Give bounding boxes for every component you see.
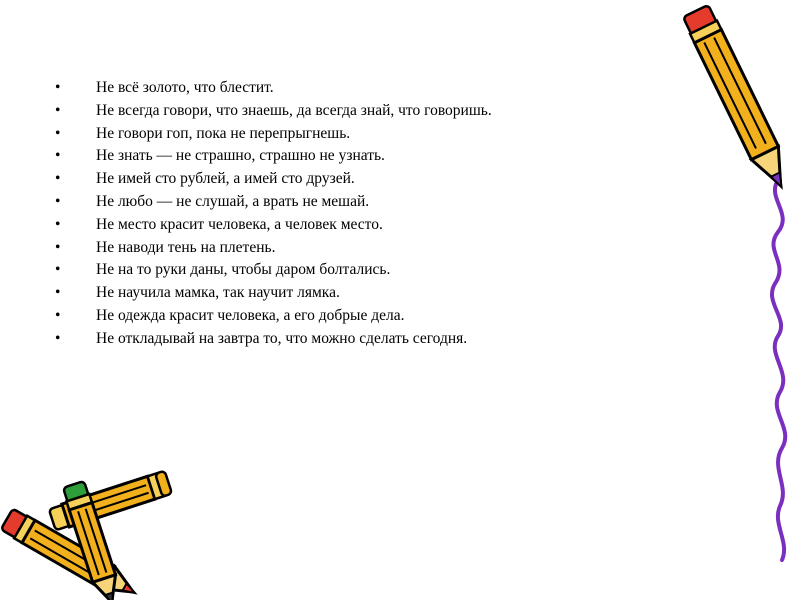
- proverb-text: Не имей сто рублей, а имей сто друзей.: [96, 170, 355, 188]
- bullet-icon: •: [55, 329, 61, 347]
- proverb-text: Не откладывай на завтра то, что можно сделать сегодня.: [96, 329, 468, 347]
- bullet-icon: •: [55, 101, 61, 119]
- proverb-text: Не всегда говори, что знаешь, да всегда знай, что говоришь.: [96, 101, 492, 119]
- bullet-icon: •: [55, 192, 61, 210]
- bullet-icon: •: [55, 170, 61, 188]
- bullet-icon: •: [55, 124, 61, 142]
- proverb-text: Не место красит человека, а человек место.: [96, 215, 383, 233]
- proverb-text: Не научила мамка, так научит лямка.: [96, 284, 340, 302]
- proverb-text: Не говори гоп, пока не перепрыгнешь.: [96, 124, 351, 142]
- bullet-icon: •: [55, 238, 61, 256]
- bullet-icon: •: [55, 79, 61, 96]
- proverb-text: Не на то руки даны, чтобы даром болтались.: [96, 261, 391, 279]
- proverb-text: Не одежда красит человека, а его добрые дела.: [96, 306, 405, 324]
- proverb-text: Не всё золото, что блестит.: [96, 79, 274, 96]
- bullet-icon: •: [55, 306, 61, 324]
- proverb-text: Не наводи тень на плетень.: [96, 238, 276, 256]
- proverb-text: Не знать — не страшно, страшно не узнать.: [96, 147, 385, 165]
- bullet-icon: •: [55, 215, 61, 233]
- bullet-icon: •: [55, 261, 61, 279]
- proverb-text: Не любо — не слушай, а врать не мешай.: [96, 192, 370, 210]
- bullet-icon: •: [55, 284, 61, 302]
- bullet-icon: •: [55, 147, 61, 165]
